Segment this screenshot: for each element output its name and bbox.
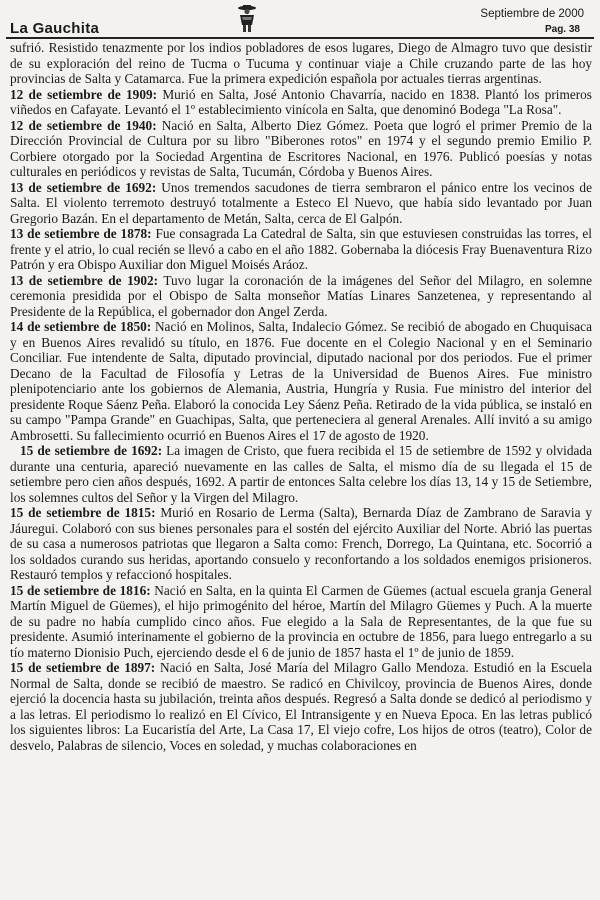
entry-text: Nació en Molinos, Salta, Indalecio Gómez. Se recibió de abogado en Chuquisaca y en Buenos Aires revalidó su título, en 1876. Fue docente en el Colegio Nacional y en el Seminario Conciliar. Fue intendente de Salta, diputado provincial, diputado nacional por dos periodos. Fue el primer Decano de la Facultad de Filosofía y Letras de la Universidad de Buenos Aires. Fue ministro plenipotenciario ante los gobiernos de Alemania, Austria, Hungría y Rusia. Fue ministro del interior del presidente Roque Sáenz Peña. Elaboró la conocida Ley Sáenz Peña. Retirado de la vida pública, se instaló en su campo "Pampa Grande" en Guachipas, Salta, que perteneciera al general Arenales. Allí invitó a su amigo Ambrosetti. Su fallecimiento ocurrió en Buenos Aires el 17 de agosto de 1920. (10, 319, 592, 443)
entry-date: 15 de setiembre de 1897: (10, 660, 156, 675)
entry-date: 12 de setiembre de 1940: (10, 117, 157, 133)
entry-date: 13 de setiembre de 1878: (10, 226, 152, 241)
entry-paragraph (10, 118, 592, 180)
entry-date: 12 de setiembre de 1909: (10, 86, 158, 102)
entry-paragraph (10, 226, 592, 273)
entry-text: Murió en Salta, José Antonio Chavarría, nacido en 1838. Plantó los primeros viñedos en Cafayate. Levantó el 1º establecimiento vinícola en Salta, que denominó Bodega "La Rosa". (10, 86, 592, 117)
entry-paragraph (10, 443, 592, 505)
entry-date: 13 de setiembre de 1692: (10, 179, 157, 195)
gaucho-figure-icon (236, 4, 258, 34)
entry-text: Nació en Salta, José María del Milagro Gallo Mendoza. Estudió en la Escuela Normal de Salta, donde se recibió de maestro. Se radicó en Chivilcoy, provincia de Buenos Aires, donde ejerció la docencia hasta su jubilación, treinta años después. Regresó a Salta donde se dedicó al periodismo y a las letras. El periodismo lo realizó en El Cívico, El Intransigente y en Nueva Epoca. En las letras publicó los siguientes libros: La Eucaristía del Arte, La Casa 17, El viejo cofre, Los hijos de otros (teatro), Color de desvelo, Palabras de silencio, Voces en soledad, y muchas colaboraciones en (10, 660, 592, 753)
page-header (8, 2, 592, 38)
entry-paragraph: sufrió. Resistido tenazmente por los indios pobladores de esos lugares, Diego de Almagro tuvo que desistir de su exploración del reino de Tucma o Tucuma y continuar viaje a Chile cruzando parte de las hoy provincias de Salta y Catamarca. Fue la primera expedición española por actuales tierras argentinas. (10, 40, 592, 86)
entry-text: Murió en Rosario de Lerma (Salta), Bernarda Díaz de Zambrano de Saravia y Jáuregui. Colaboró con sus bienes personales para el sostén del ejército Auxiliar del Norte. Abrió las puertas de su casa a numerosos patriotas que llegaron a Salta como: French, Dorrego, La Quintana, etc. Socorrió a los soldados curando sus heridas, aportando consuelo y reconfortando a los soldados enemigos prisioneros. Restauró templos y refaccionó hospitales. (10, 505, 592, 582)
entry-date: 14 de setiembre de 1850: (10, 319, 152, 334)
article-body (10, 40, 592, 753)
entry-paragraph (10, 180, 592, 227)
publication-title: La Gauchita (10, 20, 100, 37)
entry-paragraph (10, 660, 592, 753)
entry-text: Tuvo lugar la coronación de la imágenes del Señor del Milagro, en solemne ceremonia presidida por el Obispo de Salta monseñor Matías Linares Sanzetenea, y representando al Presidente de la República, el gobernador don Angel Zerda. (10, 272, 592, 319)
entry-text: Nació en Salta, Alberto Diez Gómez. Poeta que logró el primer Premio de la Dirección Provincial de Cultura por su libro "Biberones rotos" en 1974 y el segundo premio Emilio P. Corbiere otorgado por la Sociedad Argentina de Escritores Nacional, en 1976. Publicó poesías y notas culturales en periódicos y revistas de Salta, Tucumán, Córdoba y Buenos Aires. (10, 117, 592, 179)
entry-date: 15 de setiembre de 1815: (10, 505, 156, 520)
page-number: Pag. 38 (544, 24, 580, 35)
header-divider (6, 37, 594, 39)
entry-text: Nació en Salta, en la quinta El Carmen de Güemes (actual escuela granja General Martín Miguel de Güemes), el hijo primogénito del héroe, Martín del Milagro Güemes y Puch. A la muerte de su padre no había cumplido cinco años. Fue elegido a la Sala de Representantes, de la que fue su presidente. Asumió interinamente el gobierno de la provincia en octubre de 1856, para luego entregarlo a su tío materno Dionisio Puch, ejerciendo desde el 6 de junio de 1857 hasta el 1º de junio de 1859. (10, 582, 592, 660)
entry-date: 15 de setiembre de 1816: (10, 582, 151, 598)
entry-date: 13 de setiembre de 1902: (10, 272, 159, 288)
entry-paragraph (10, 583, 592, 661)
entry-paragraph (10, 273, 592, 320)
entry-paragraph (10, 319, 592, 443)
entry-paragraph (10, 505, 592, 583)
issue-date: Septiembre de 2000 (480, 8, 584, 20)
entry-date: 15 de setiembre de 1692: (20, 443, 163, 458)
entry-text: Unos tremendos sacudones de tierra sembraron el pánico entre los vecinos de Salta. El violento terremoto destruyó totalmente a Esteco El Nuevo, que había sido levantado por Juan Gregorio Bazán. En el departamento de Metán, Salta, cerca de El Galpón. (10, 179, 592, 226)
entry-paragraph (10, 87, 592, 118)
entry-text: Fue consagrada La Catedral de Salta, sin que estuviesen construidas las torres, el frente y el atrio, lo cual recién se llevó a cabo en el año 1882. Gobernaba la diócesis Fray Buenaventura Rizo Patrón y era Obispo Auxiliar don Miguel Moisés Aráoz. (10, 226, 592, 272)
entry-text: La imagen de Cristo, que fuera recibida el 15 de setiembre de 1592 y olvidada durante una centuria, apareció nuevamente en las calles de Salta, el mismo día de su llegada el 15 de setiembre pero cien años después, 1692. A partir de entonces Salta celebre los días 13, 14 y 15 de Setiembre, los solemnes cultos del Señor y la Virgen del Milagro. (10, 443, 592, 505)
